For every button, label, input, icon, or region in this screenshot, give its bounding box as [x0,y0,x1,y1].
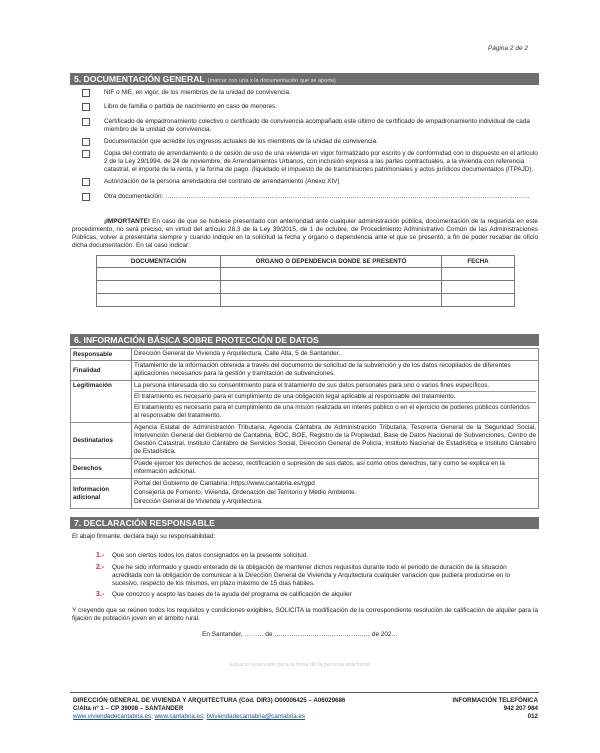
section-7-title: 7. DECLARACIÓN RESPONSABLE [74,518,215,528]
declaration-item-1: 1.- Que son ciertos todos los datos consignados en la presente solicitud. [96,552,309,559]
important-note [72,218,538,250]
section-5-header [70,73,539,85]
checkbox-contrato[interactable] [82,150,90,158]
value-destinatarios: Agencia Estatal de Administración Tributaria, Agencia Cántabra de Administración Tributaria, Tesorería General de la Seguridad Social, Intervención General del Gobierno de Cantabria, BOC, BOE, Registro de la Propiedad, Base de Datos Nacional de Subvenciones, Centro de Gestión Catastral, Instituto Cántabro de Servicios Social, Dirección General de Policía, Instituto Nacional de Estadística e Instituto Cántabro de Estadística. [132,423,539,459]
doc-item-contrato: Copia del contrato de arrendamiento o de cesión de uso de una vivienda en vigor formalizado por escrito y de conformidad con lo dispuesto en el artículo 2 de la Ley 29/1994, de 24 de noviembre, de Arrendamientos Urbanos, con inclusión expresa a las partes contractuales, a la vivienda con referencia catastral, el importe de la renta, y la forma de pago. (liquidado el impuesto de de transmisiones patrimoniales y actos jurídicos documentados (ITPAJD). [72,150,538,174]
checkbox-autorizacion[interactable] [82,178,90,186]
checkbox-empadronamiento[interactable] [82,118,90,126]
col-organo: ORGANO O DEPENDENCIA DONDE SE PRESENTÓ [221,256,442,268]
footer-divider [70,692,539,693]
table-row [71,381,539,423]
link-viviendadecantabria[interactable]: www.viviendadecantabria.es [73,712,152,720]
doc-item-nif: NIF o NIE, en vigor, de los miembros de la unidad de convivencia. [72,89,538,97]
declaration-item-3: 3.- Que conozco y acepto las bases de la ayuda del programa de calificación de alquiler [96,591,352,598]
link-cantabria[interactable]: www.cantabria.es [154,712,204,720]
important-text: En caso de que se hubiese presentado con anterioridad ante cualquier administración pública, documentación de la requerida en este procedimiento, no será preciso, en virtud del artículo 28.3 de la Ley 39/2015, de 1 de octubre, de Procedimiento Administrativo Común de las Administraciones Públicas, volver a presentarla siempre y cuando indique en la solicitud la fecha y órgano o dependencia ante el que se presentó, a fin de poder recabar de oficio dicha documentación. En tal caso indicar: [72,218,538,249]
table-row [71,459,539,479]
section-6-title: 6. INFORMACIÓN BÁSICA SOBRE PROTECCIÓN DE DATOS [74,335,319,345]
value-informacion-adicional: Portal del Gobierno de Cantabria: https://www.cantabria.es/rgpd Consejería de Fomento, Vivienda, Ordenación del Territorio y Medio Ambiente. Dirección General de Vivienda y Arquitectura. [132,479,539,509]
cell-fecha[interactable] [442,281,515,294]
label-legitimacion: Legitimación [71,381,132,423]
footer-phone-number: 942 207 984 [503,704,538,712]
section-7-header [70,517,539,529]
section-6-header [70,334,539,346]
footer-phone-info [452,697,538,720]
page-number: Página 2 de 2 [487,45,528,52]
footer-address: DIRECCIÓN GENERAL DE VIVIENDA Y ARQUITECTURA (Cód. DIR3) O00006425 – A06029686 C/Alta nº 1 – CP 39008 – SANTANDER www.viviendadecantabria.es; www.cantabria.es; bviviendadecantabria@cantabria.es [73,697,346,720]
doc-item-autorizacion: Autorización de la persona arrendadora del contrato de arrendamiento (Anexo XIV) [72,178,538,186]
data-protection-table [70,348,539,509]
value-derechos: Puede ejercer los derechos de acceso, rectificación o supresión de sus datos, así como otros derechos, tal y como se explica en la información adicional. [132,459,539,479]
cell-organo[interactable] [221,294,442,307]
link-email[interactable]: bviviendadecantabria@cantabria.es [206,712,305,720]
footer-dir3-code: (Cód. DIR3) O00006425 – A06029686 [238,697,346,704]
value-responsable: Dirección General de Vivienda y Arquitectura, Calle Alta, 5 de Santander. [132,349,539,361]
footer-phone-label: INFORMACIÓN TELEFÓNICA [452,697,538,704]
doc-item-libro-familia: Libro de familia o partida de nacimiento en caso de menores. [72,103,538,111]
cell-fecha[interactable] [442,268,515,281]
label-derechos: Derechos [71,459,132,479]
cell-organo[interactable] [221,268,442,281]
footer-street: C/Alta nº 1 – CP 39008 – SANTANDER [73,704,184,712]
section-5-note: (marcar con una x la documentación que se aporta) [207,78,336,84]
label-responsable: Responsable [71,349,132,361]
place-date-line[interactable]: En Santander, ……… de ……………………………………… de 202… [202,631,398,638]
important-label: ¡IMPORTANTE! [104,218,151,225]
table-row [97,268,515,281]
cell-fecha[interactable] [442,294,515,307]
table-row [97,281,515,294]
label-destinatarios: Destinatarios [71,423,132,459]
declaration-closing: Y creyendo que se reúnen todos los requisitos y condiciones exigibles, SOLICITA la modificación de la correspondiente resolución de calificación de alquiler para la fijación de población joven en el ámbito rural. [72,607,538,622]
declaration-intro: El abajo firmante, declara bajo su responsabilidad: [72,533,216,540]
documentation-list [72,89,538,204]
value-legitimacion: La persona interesada dio su consentimiento para el tratamiento de sus datos personales para uno o varios fines específicos. El tratamiento es necesario para el cumplimiento de una obligación legal aplicable al responsable del tratamiento. El tratamiento es necesario para el cumplimiento de una misión realizada en interés público o en el ejercicio de poderes públicos conferidos al responsable del tratamiento. [132,381,539,423]
doc-item-ingresos: Documentación que acredite los ingresos actuales de los miembros de la unidad de convivencia. [72,138,538,146]
table-row [71,423,539,459]
cell-documentacion[interactable] [97,294,221,307]
col-documentacion: DOCUMENTACIÓN [97,256,221,268]
checkbox-otra[interactable] [82,193,90,201]
table-row [71,479,539,509]
cell-organo[interactable] [221,281,442,294]
section-5-title: 5. DOCUMENTACIÓN GENERAL [74,74,205,84]
checkbox-nif[interactable] [82,89,90,97]
checkbox-ingresos[interactable] [82,138,90,146]
declaration-item-2: 2.- Que he sido informado y quedo enterado de la obligación de mantener dichos requisitos durante todo el periodo de duración de la situación acreditada con la obligación de comunicar a la Dirección General de Vivienda y Arquitectura cualquier variación que pudiera producirse en lo sucesivo, respecto de los mismos, en plazo máximo de 15 días hábiles. [96,564,511,587]
table-row [71,349,539,361]
cell-documentacion[interactable] [97,281,221,294]
col-fecha: FECHA [442,256,515,268]
table-row [97,294,515,307]
table-row [71,361,539,381]
checkbox-libro-familia[interactable] [82,103,90,111]
doc-item-otra: Otra documentación: ……………………………………………………………………………………………………………………………………………………… [72,193,538,201]
label-informacion-adicional: Información adicional [71,479,132,509]
value-finalidad: Tratamiento de la información obtenida a través del documento de solicitud de la subvención y de los datos recopilados de diferentes aplicaciones necesarios para la gestión y tramitación de subvenciones. [132,361,539,381]
doc-item-empadronamiento: Certificado de empadronamiento colectivo o certificado de convivencia acompañado este último de certificado de empadronamiento individual de cada miembro de la unidad de convivencia. [72,118,538,134]
label-finalidad: Finalidad [71,361,132,381]
signature-space[interactable]: Espacio reservado para la firma de la persona solicitante [229,662,371,668]
cell-documentacion[interactable] [97,268,221,281]
footer-phone-012: 012 [527,712,538,720]
presented-docs-table [96,255,515,307]
footer-department: DIRECCIÓN GENERAL DE VIVIENDA Y ARQUITECTURA [73,697,238,704]
